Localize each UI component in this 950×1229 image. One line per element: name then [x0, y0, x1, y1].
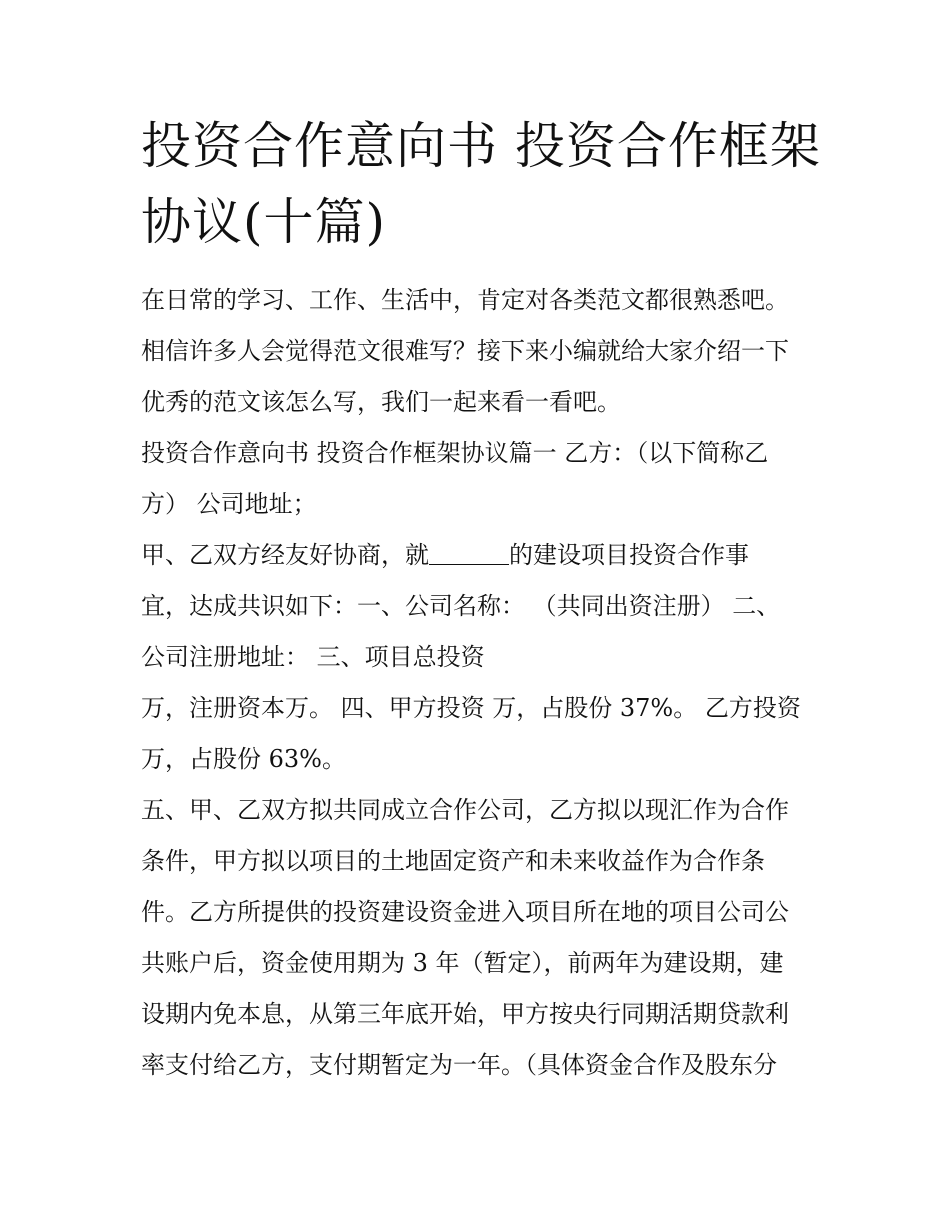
body-line-4: 投资合作意向书 投资合作框架协议篇一 乙方：（以下简称乙	[141, 439, 769, 467]
body-line-13: 件。乙方所提供的投资建设资金进入项目所在地的项目公司公	[141, 898, 789, 926]
body-line-11: 五、甲、乙双方拟共同成立合作公司，乙方拟以现汇作为合作	[141, 796, 789, 824]
body-line-9: 万，注册资本万。 四、甲方投资 万，占股份 37%。 乙方投资	[141, 694, 801, 722]
body-line-3: 优秀的范文该怎么写，我们一起来看一看吧。	[141, 388, 621, 416]
body-line-12: 条件，甲方拟以项目的土地固定资产和未来收益作为合作条	[141, 847, 765, 875]
body-line-5: 方） 公司地址；	[141, 490, 317, 518]
body-line-8: 公司注册地址： 三、项目总投资	[141, 643, 485, 671]
body-line-2: 相信许多人会觉得范文很难写？接下来小编就给大家介绍一下	[141, 337, 789, 365]
body-line-6	[141, 530, 831, 581]
body-line-10: 万，占股份 63%。	[141, 745, 346, 773]
title-line-1: 投资合作意向书 投资合作框架	[141, 117, 821, 175]
body-line-15: 设期内免本息，从第三年底开始，甲方按央行同期活期贷款利	[141, 1000, 789, 1028]
document-body	[141, 275, 831, 1091]
fill-in-blank	[429, 540, 509, 565]
document-title	[141, 108, 831, 260]
body-line-6-start: 甲、乙双方经友好协商，就	[141, 541, 429, 569]
body-line-7: 宜，达成共识如下：一、公司名称： （共同出资注册） 二、	[141, 592, 781, 620]
body-line-1: 在日常的学习、工作、生活中，肯定对各类范文都很熟悉吧。	[141, 286, 789, 314]
body-line-16: 率支付给乙方，支付期暂定为一年。（具体资金合作及股东分	[141, 1051, 777, 1079]
body-line-14: 共账户后，资金使用期为 3 年（暂定），前两年为建设期，建	[141, 949, 784, 977]
title-line-2: 协议(十篇)	[141, 193, 387, 251]
body-line-6-end: 的建设项目投资合作事	[509, 541, 749, 569]
